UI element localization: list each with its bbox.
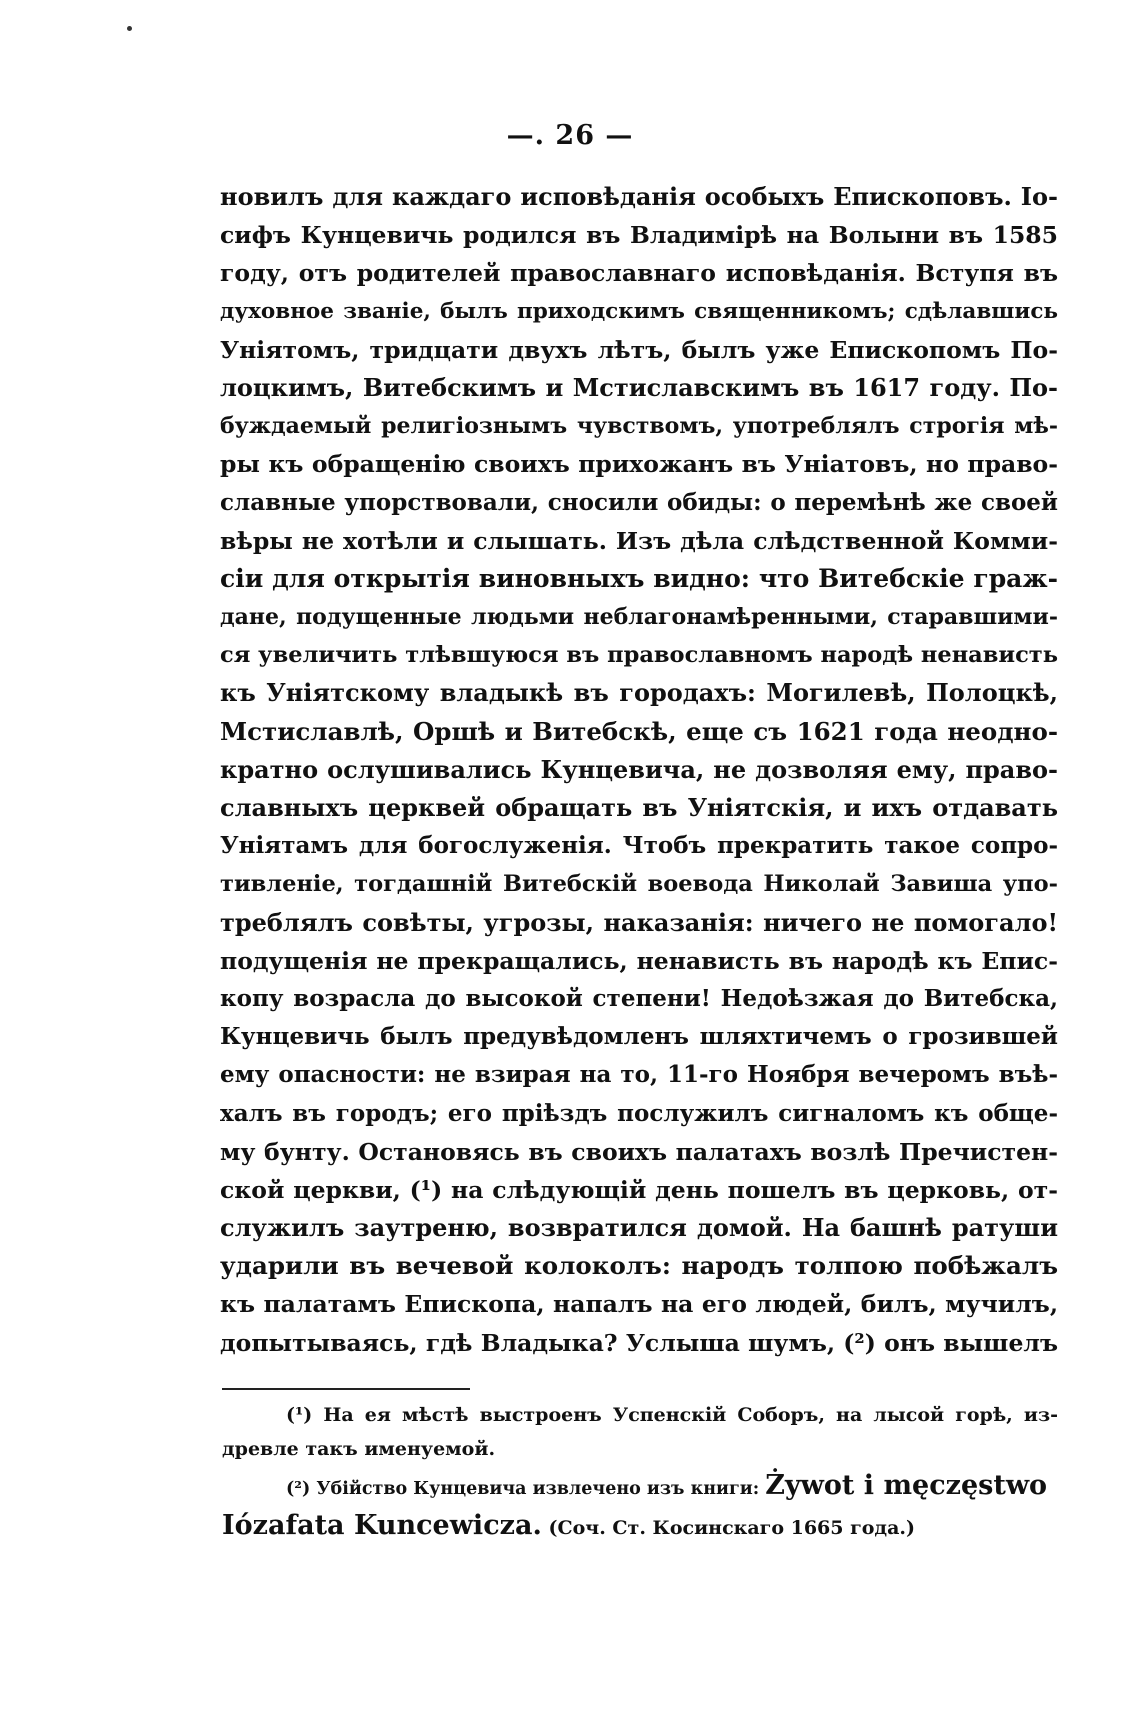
text-line: Уніятамъ для богослуженія. Чтобъ прекратить такое сопро- [220, 832, 1058, 860]
footnotes [222, 1398, 1058, 1546]
text-line: Уніятомъ, тридцати двухъ лѣтъ, былъ уже Епископомъ По- [220, 335, 1058, 364]
text-line: тивленіе, тогдашній Витебскій воевода Николай Завиша упо- [220, 871, 1058, 898]
text-line: ударили въ вечевой колоколъ: народъ толпою побѣжалъ [220, 1251, 1058, 1281]
footnote-2-title-b: Iózafata Kuncewicza. [222, 1510, 542, 1541]
text-line: новилъ для каждаго исповѣданія особыхъ Епископовъ. Іо- [220, 182, 1058, 211]
text-line: копу возрасла до высокой степени! Недоѣзжая до Витебска, [220, 984, 1058, 1012]
text-line: сіи для открытія виновныхъ видно: что Витебскіе граж- [220, 563, 1058, 593]
footnote-1-line-2: древле такъ именуемой. [222, 1438, 496, 1460]
text-line: ры къ обращенію своихъ прихожанъ въ Уніатовъ, но право- [220, 450, 1058, 479]
footnote-2-prefix: (²) Убійство Кунцевича извлечено изъ книги: [286, 1479, 760, 1499]
text-line: славные упорствовали, сносили обиды: о перемѣнѣ же своей [220, 488, 1058, 516]
text-line: ему опасности: не взирая на то, 11-го Ноября вечеромъ въѣ- [220, 1061, 1058, 1089]
footnote-rule [222, 1388, 470, 1390]
body-text [220, 178, 1058, 1362]
text-line: Кунцевичь былъ предувѣдомленъ шляхтичемъ о грозившей [220, 1023, 1058, 1051]
text-line: дане, подущенные людьми неблагонамѣренными, старавшими- [220, 604, 1058, 631]
text-line: вѣры не хотѣли и слышать. Изъ дѣла слѣдственной Комми- [220, 526, 1058, 555]
text-line: къ палатамъ Епископа, напалъ на его людей, билъ, мучилъ, [220, 1290, 1058, 1319]
text-line: ся увеличить тлѣвшуюся въ православномъ народѣ ненависть [220, 642, 1058, 669]
text-line: му бунту. Остановясь въ своихъ палатахъ возлѣ Пречистен- [220, 1137, 1058, 1166]
text-line: допытываясь, гдѣ Владыка? Услыша шумъ, (²) онъ вышелъ [220, 1328, 1058, 1357]
footnote-2-suffix: (Соч. Ст. Косинскаго 1665 года.) [548, 1517, 915, 1539]
text-line: ской церкви, (¹) на слѣдующій день пошелъ въ церковь, от- [220, 1175, 1058, 1204]
text-line: халъ въ городъ; его пріѣздъ послужилъ сигналомъ къ обще- [220, 1099, 1058, 1127]
text-line: славныхъ церквей обращать въ Уніятскія, и ихъ отдавать [220, 793, 1058, 822]
text-line: буждаемый религіознымъ чувствомъ, употреблялъ строгія мѣ- [220, 413, 1058, 440]
text-line: треблялъ совѣты, угрозы, наказанія: ничего не помогало! [220, 907, 1058, 937]
text-line: Мстиславлѣ, Оршѣ и Витебскѣ, еще съ 1621 года неодно- [220, 716, 1058, 746]
page-number: —. 26 — [506, 120, 634, 151]
footnote-2-line-2 [222, 1506, 1058, 1546]
footnote-1-line-1: (¹) На ея мѣстѣ выстроенъ Успенскій Соборъ, на лысой горѣ, из- [286, 1404, 1058, 1426]
footnote-2-title-a: Żywot i męczęstwo [765, 1470, 1048, 1501]
text-line: сифъ Кунцевичь родился въ Владимірѣ на Волыни въ 1585 [220, 221, 1058, 250]
text-line: лоцкимъ, Витебскимъ и Мстиславскимъ въ 1617 году. По- [220, 372, 1058, 402]
footnote-2-line-1 [222, 1466, 1058, 1506]
text-line: духовное званіе, былъ приходскимъ священникомъ; сдѣлавшись [220, 298, 1058, 324]
margin-speck [127, 26, 132, 31]
text-line: кратно ослушивались Кунцевича, не дозволяя ему, право- [220, 754, 1058, 784]
text-line: служилъ заутреню, возвратился домой. На башнѣ ратуши [220, 1213, 1058, 1243]
text-line: подущенія не прекращались, ненависть въ народѣ къ Епис- [220, 946, 1058, 975]
text-line: году, отъ родителей православнаго исповѣданія. Вступя въ [220, 259, 1058, 288]
text-line: къ Уніятскому владыкѣ въ городахъ: Могилевѣ, Полоцкѣ, [220, 678, 1058, 708]
